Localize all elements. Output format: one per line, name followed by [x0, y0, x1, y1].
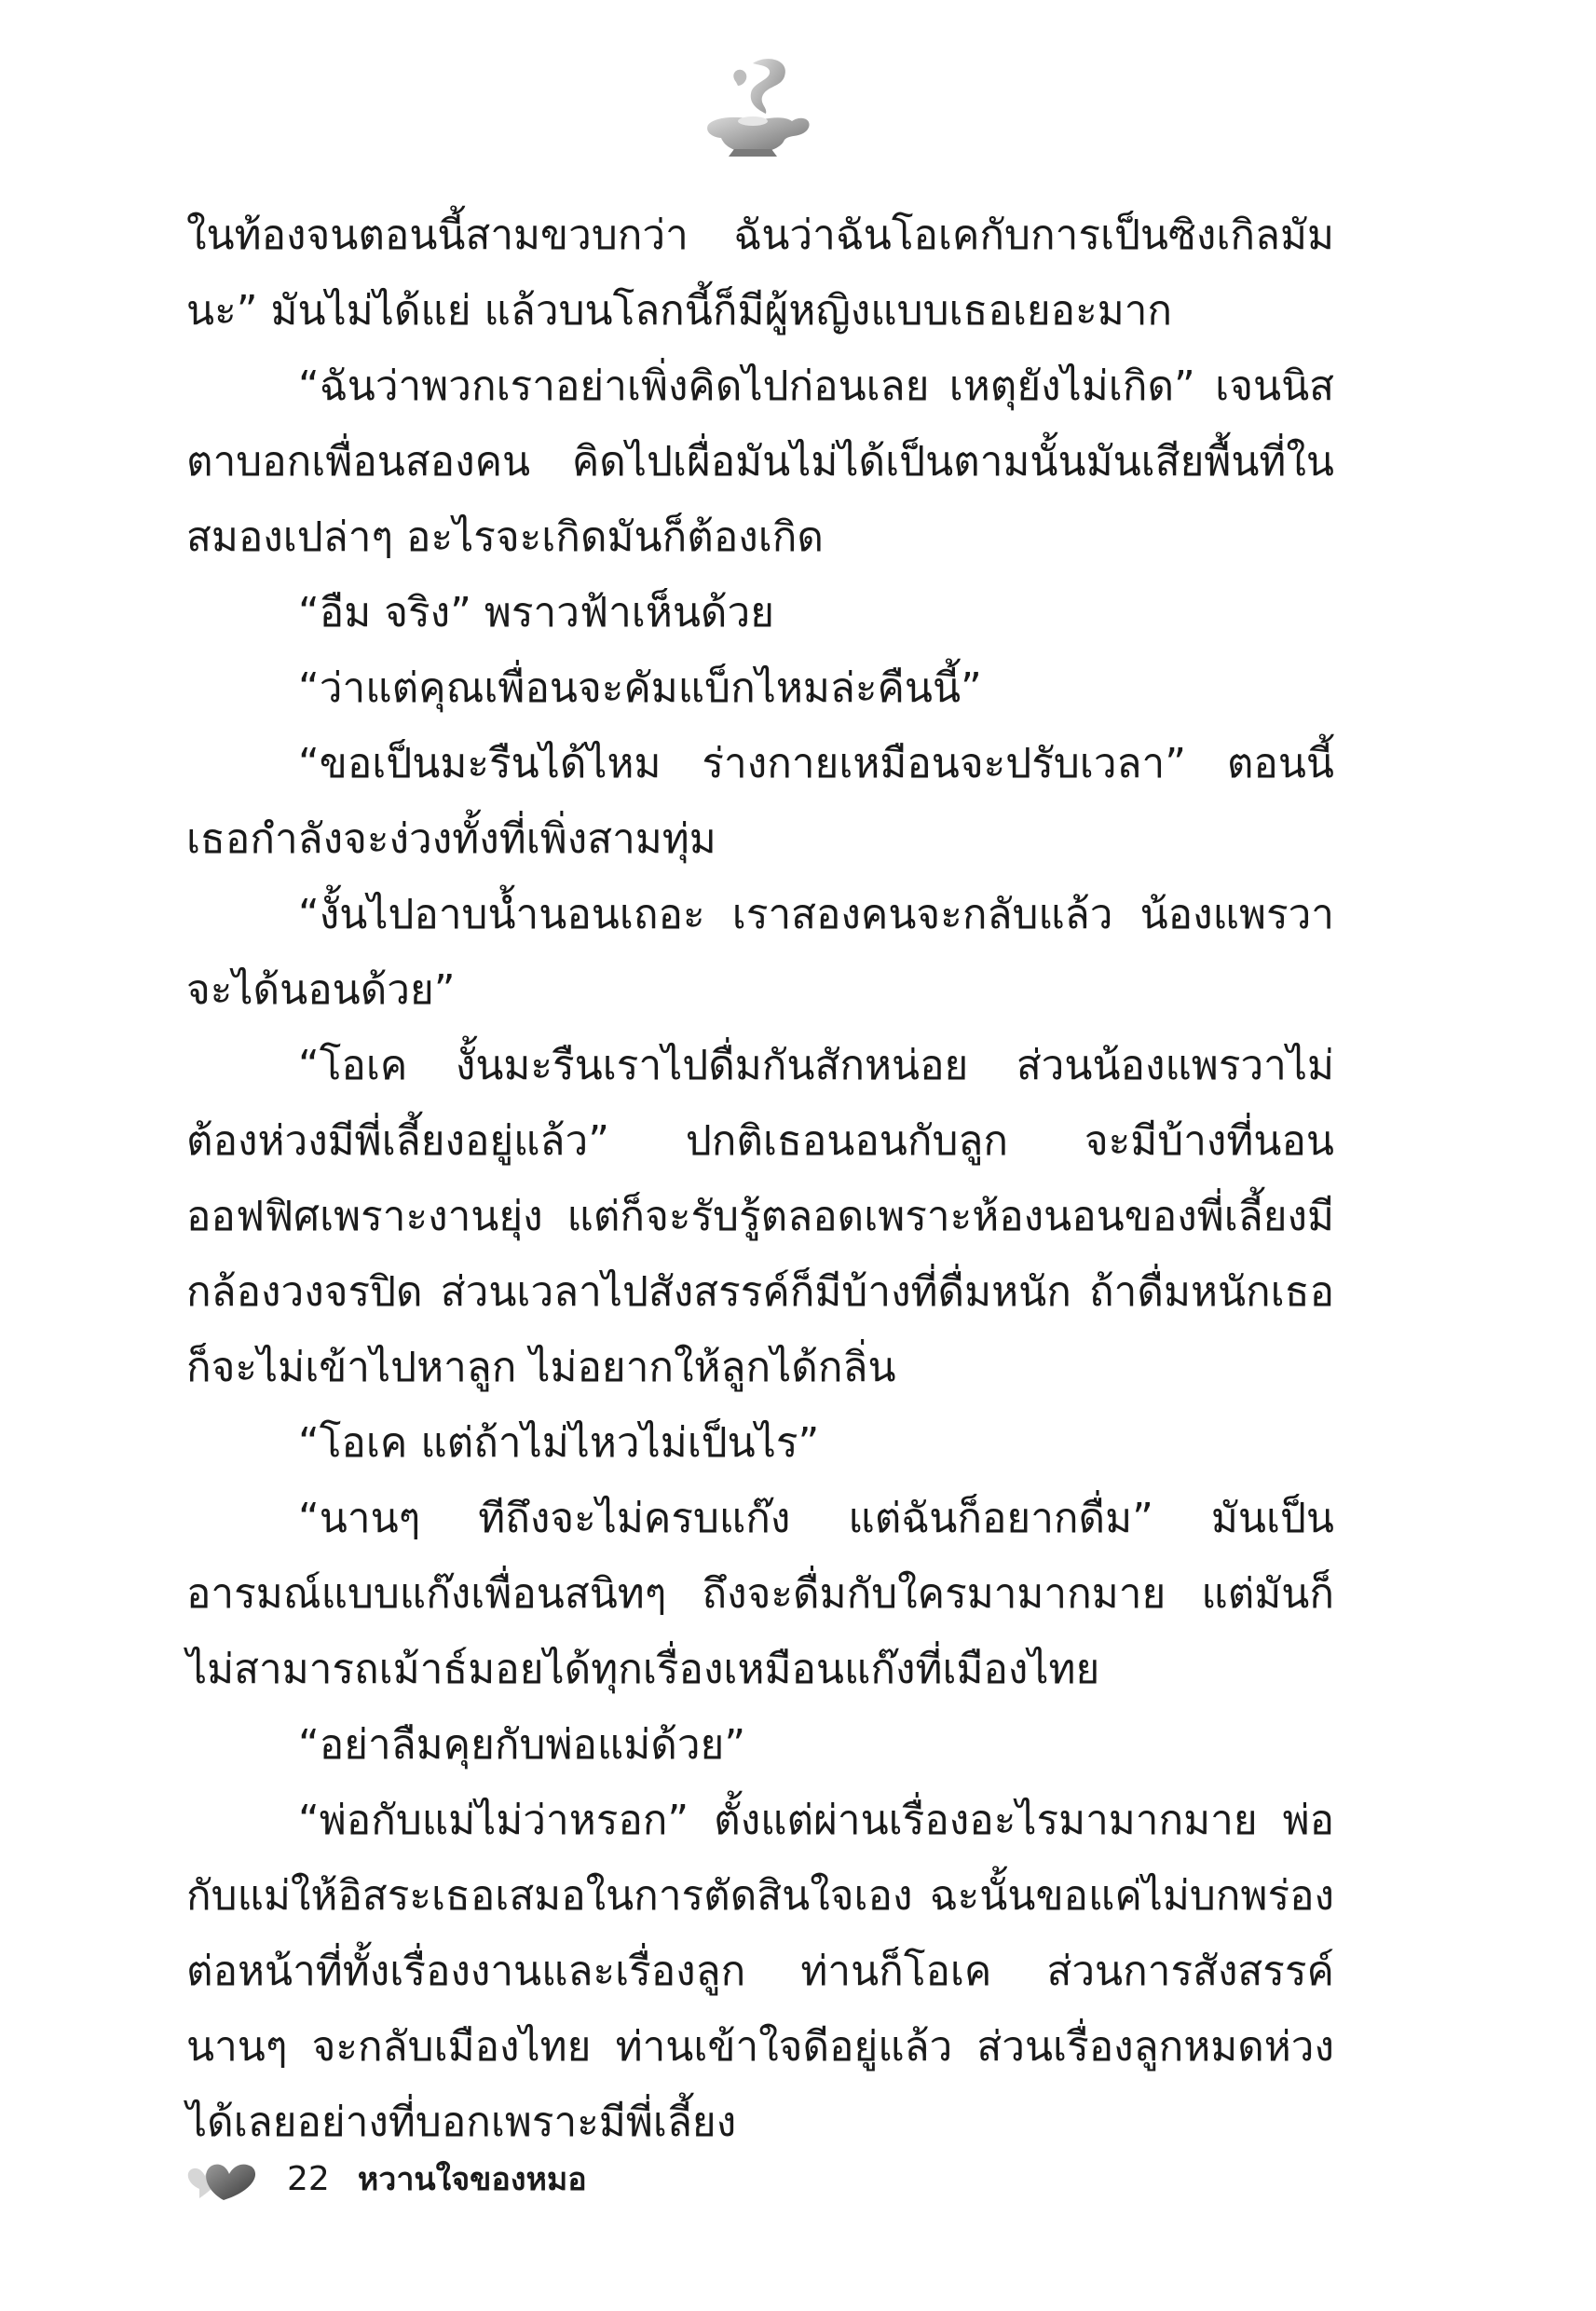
- genie-lamp-ornament-icon: [688, 54, 818, 166]
- paragraph: ในท้องจนตอนนี้สามขวบกว่า ฉันว่าฉันโอเคกับการเป็นซิงเกิลมัมนะ” มันไม่ได้แย่ แล้วบนโลกนี้ก็มีผู้หญิงแบบเธอเยอะมาก: [186, 212, 1334, 335]
- paragraph: “พ่อกับแม่ไม่ว่าหรอก” ตั้งแต่ผ่านเรื่องอะไรมามากมาย พ่อกับแม่ให้อิสระเธอเสมอในการตัดสินใจเอง ฉะนั้นขอแค่ไม่บกพร่องต่อหน้าที่ทั้งเรื่องงานและเรื่องลูก ท่านก็โอเค ส่วนการสังสรรค์นานๆ จะกลับเมืองไทย ท่านเข้าใจดีอยู่แล้ว ส่วนเรื่องลูกหมดห่วงได้เลยอย่างที่บอกเพราะมีพี่เลี้ยง: [186, 1797, 1334, 2146]
- book-title: หวานใจของหมอ: [357, 2161, 587, 2198]
- paragraph: “ฉันว่าพวกเราอย่าเพิ่งคิดไปก่อนเลย เหตุยังไม่เกิด” เจนนิสตาบอกเพื่อนสองคน คิดไปเผื่อมันไม่ได้เป็นตามนั้นมันเสียพื้นที่ในสมองเปล่าๆ อะไรจะเกิดมันก็ต้องเกิด: [186, 362, 1334, 561]
- body-text: [186, 198, 1334, 2160]
- hearts-icon: [183, 2152, 261, 2206]
- paragraph: “ขอเป็นมะรืนได้ไหม ร่างกายเหมือนจะปรับเวลา” ตอนนี้เธอกำลังจะง่วงทั้งที่เพิ่งสามทุ่ม: [186, 740, 1334, 863]
- paragraph: “งั้นไปอาบน้ำนอนเถอะ เราสองคนจะกลับแล้ว น้องแพรวาจะได้นอนด้วย”: [186, 891, 1334, 1014]
- paragraph: “นานๆ ทีถึงจะไม่ครบแก๊ง แต่ฉันก็อยากดื่ม” มันเป็นอารมณ์แบบแก๊งเพื่อนสนิทๆ ถึงจะดื่มกับใครมามากมาย แต่มันก็ไม่สามารถเม้าธ์มอยได้ทุกเรื่องเหมือนแก๊งที่เมืองไทย: [186, 1495, 1334, 1693]
- paragraph: “อืม จริง” พราวฟ้าเห็นด้วย: [298, 589, 774, 636]
- paragraph: “โอเค งั้นมะรืนเราไปดื่มกันสักหน่อย ส่วนน้องแพรวาไม่ต้องห่วงมีพี่เลี้ยงอยู่แล้ว” ปกติเธอนอนกับลูก จะมีบ้างที่นอนออฟฟิศเพราะงานยุ่ง แต่ก็จะรับรู้ตลอดเพราะห้องนอนของพี่เลี้ยงมีกล้องวงจรปิด ส่วนเวลาไปสังสรรค์ก็มีบ้างที่ดื่มหนัก ถ้าดื่มหนักเธอก็จะไม่เข้าไปหาลูก ไม่อยากให้ลูกได้กลิ่น: [186, 1042, 1334, 1391]
- page-number: 22: [287, 2159, 330, 2198]
- paragraph: “ว่าแต่คุณเพื่อนจะคัมแบ็กไหมล่ะคืนนี้”: [298, 664, 982, 712]
- paragraph: “โอเค แต่ถ้าไม่ไหวไม่เป็นไร”: [298, 1419, 820, 1467]
- page-footer: [183, 2151, 587, 2207]
- paragraph: “อย่าลืมคุยกับพ่อแม่ด้วย”: [298, 1721, 746, 1769]
